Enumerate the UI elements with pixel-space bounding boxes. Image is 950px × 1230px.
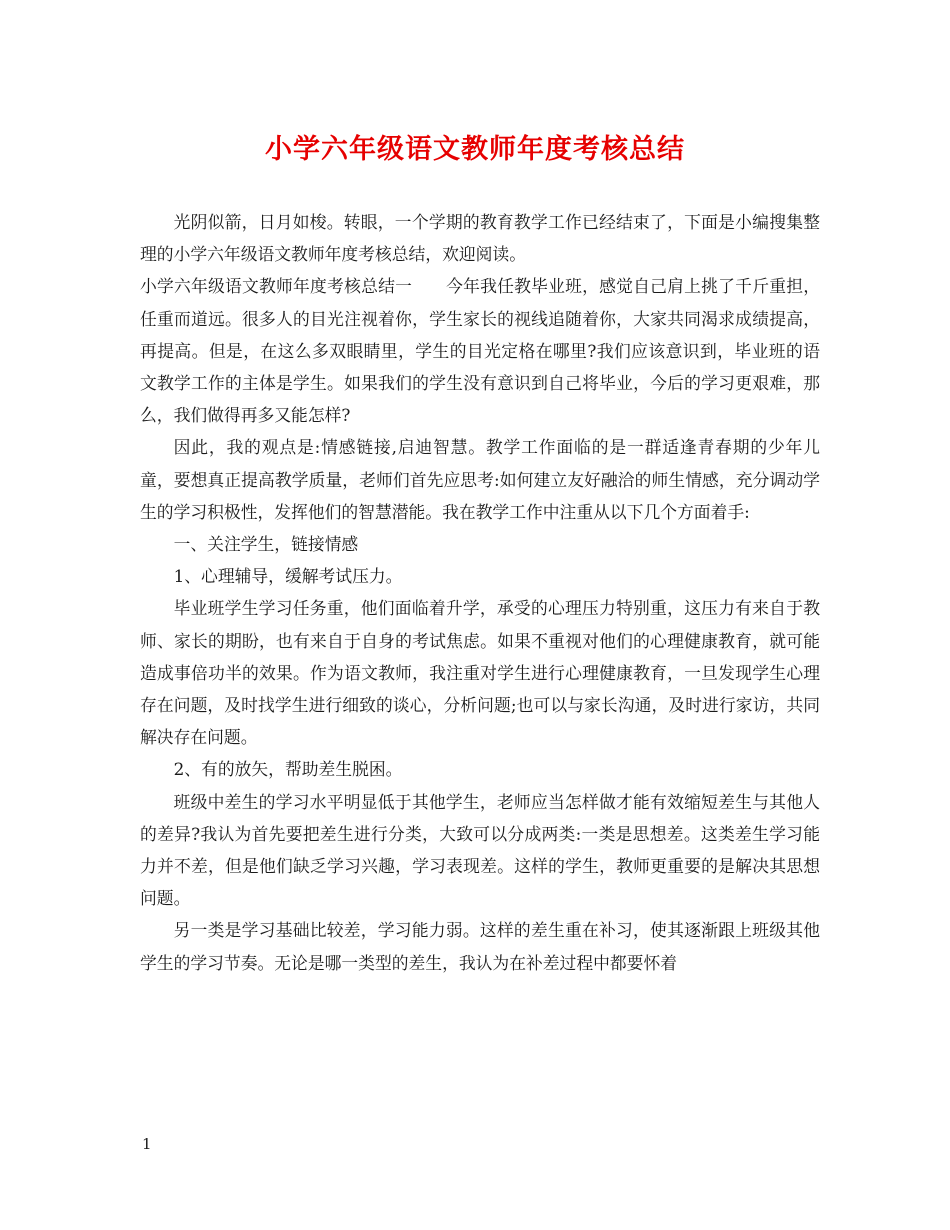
page-number: 1: [142, 1135, 152, 1153]
document-title: 小学六年级语文教师年度考核总结: [265, 134, 685, 165]
heading-item-one: 1、心理辅导，缓解考试压力。: [173, 566, 403, 587]
heading-section-one: 一、关注学生，链接情感: [173, 534, 359, 555]
paragraph-summary-one: 小学六年级语文教师年度考核总结一 今年我任教毕业班，感觉自己肩上挑了千斤重担，任重而道远。很多人的目光注视着你，学生家长的视线追随着你，大家共同渴求成绩提高，再提高。但是，在这么多双眼睛里，学生的目光定格在哪里?我们应该意识到，毕业班的语文教学工作的主体是学生。如果我们的学生没有意识到自己将毕业，今后的学习更艰难，那么，我们做得再多又能怎样?: [140, 276, 820, 426]
paragraph-another-type: 另一类是学习基础比较差，学习能力弱。这样的差生重在补习，使其逐渐跟上班级其他学生的学习节奏。无论是哪一类型的差生，我认为在补差过程中都要怀着: [140, 920, 820, 973]
document-body: [140, 206, 820, 979]
paragraph-psychology: 毕业班学生学习任务重，他们面临着升学，承受的心理压力特别重，这压力有来自于教师、家长的期盼，也有来自于自身的考试焦虑。如果不重视对他们的心理健康教育，就可能造成事倍功半的效果。作为语文教师，我注重对学生进行心理健康教育，一旦发现学生心理存在问题，及时找学生进行细致的谈心，分析问题;也可以与家长沟通，及时进行家访，共同解决存在问题。: [140, 598, 820, 748]
paragraph-intro: 光阴似箭，日月如梭。转眼，一个学期的教育教学工作已经结束了，下面是小编搜集整理的小学六年级语文教师年度考核总结，欢迎阅读。: [140, 212, 820, 265]
paragraph-weak-students: 班级中差生的学习水平明显低于其他学生，老师应当怎样做才能有效缩短差生与其他人的差异?我认为首先要把差生进行分类，大致可以分成两类:一类是思想差。这类差生学习能力并不差，但是他们缺乏学习兴趣，学习表现差。这样的学生，教师更重要的是解决其思想问题。: [140, 791, 820, 909]
paragraph-viewpoint: 因此，我的观点是:情感链接,启迪智慧。教学工作面临的是一群适逢青春期的少年儿童，要想真正提高教学质量，老师们首先应思考:如何建立友好融洽的师生情感，充分调动学生的学习积极性，发挥他们的智慧潜能。我在教学工作中注重从以下几个方面着手:: [140, 437, 820, 522]
heading-item-two: 2、有的放矢，帮助差生脱困。: [173, 759, 403, 780]
